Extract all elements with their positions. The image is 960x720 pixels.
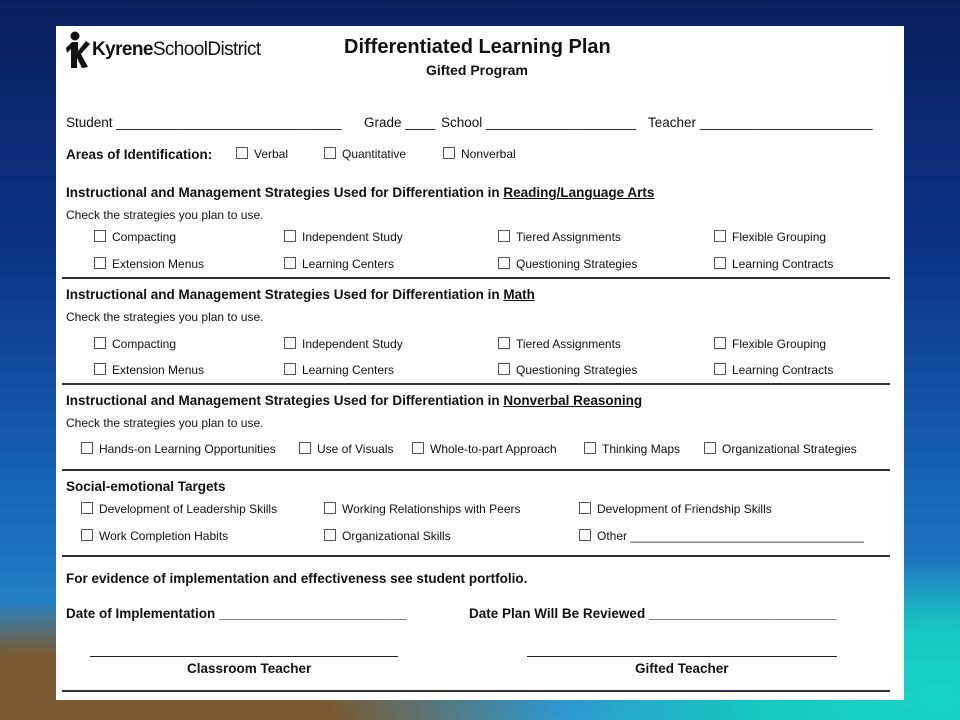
checkbox[interactable] [94, 337, 106, 349]
strategy-option[interactable]: Organizational Strategies [704, 442, 857, 456]
strategy-option[interactable]: Extension Menus [94, 257, 204, 271]
section-divider [62, 277, 890, 279]
classroom-teacher-signature-line[interactable] [90, 656, 398, 657]
checkbox[interactable] [81, 502, 93, 514]
document-subtitle: Gifted Program [426, 62, 528, 78]
school-field[interactable]: School ____________________ [441, 115, 637, 130]
identification-label: Areas of Identification: [66, 147, 213, 162]
checkbox[interactable] [498, 337, 510, 349]
strategy-option[interactable]: Learning Contracts [714, 257, 833, 271]
checkbox[interactable] [81, 442, 93, 454]
checkbox[interactable] [498, 257, 510, 269]
teacher-field[interactable]: Teacher _______________________ [648, 115, 873, 130]
section-instruction: Check the strategies you plan to use. [66, 208, 264, 222]
checkbox[interactable] [324, 147, 336, 159]
section-divider [62, 690, 890, 692]
kyrene-logo [66, 30, 261, 70]
checkbox[interactable] [443, 147, 455, 159]
checkbox[interactable] [284, 337, 296, 349]
checkbox[interactable] [714, 337, 726, 349]
strategy-option[interactable]: Compacting [94, 337, 176, 351]
checkbox[interactable] [284, 363, 296, 375]
checkbox[interactable] [81, 529, 93, 541]
checkbox[interactable] [498, 363, 510, 375]
target-option[interactable]: Development of Leadership Skills [81, 502, 277, 516]
target-option[interactable]: Work Completion Habits [81, 529, 228, 543]
strategy-option[interactable]: Tiered Assignments [498, 337, 621, 351]
strategy-option[interactable]: Thinking Maps [584, 442, 680, 456]
strategy-option[interactable]: Tiered Assignments [498, 230, 621, 244]
checkbox[interactable] [236, 147, 248, 159]
checkbox[interactable] [714, 363, 726, 375]
checkbox[interactable] [579, 529, 591, 541]
logo-wordmark: KyreneSchoolDistrict [92, 39, 261, 60]
date-review-field[interactable]: Date Plan Will Be Reviewed _________________________ [469, 606, 837, 621]
checkbox[interactable] [324, 502, 336, 514]
classroom-teacher-label: Classroom Teacher [187, 661, 312, 676]
strategy-option[interactable]: Questioning Strategies [498, 257, 637, 271]
strategy-option[interactable]: Questioning Strategies [498, 363, 637, 377]
checkbox[interactable] [584, 442, 596, 454]
social-heading: Social-emotional Targets [66, 479, 226, 494]
checkbox[interactable] [498, 230, 510, 242]
strategy-option[interactable]: Whole-to-part Approach [412, 442, 557, 456]
evidence-note: For evidence of implementation and effectiveness see student portfolio. [66, 571, 528, 586]
checkbox[interactable] [324, 529, 336, 541]
strategy-option[interactable]: Learning Contracts [714, 363, 833, 377]
strategy-option[interactable]: Flexible Grouping [714, 230, 826, 244]
gifted-teacher-signature-line[interactable] [527, 656, 837, 657]
section-heading-nonverbal: Instructional and Management Strategies Used for Differentiation in Nonverbal Reasoning [66, 393, 643, 408]
gifted-teacher-label: Gifted Teacher [635, 661, 729, 676]
strategy-option[interactable]: Flexible Grouping [714, 337, 826, 351]
strategy-option[interactable]: Learning Centers [284, 363, 394, 377]
strategy-option[interactable]: Learning Centers [284, 257, 394, 271]
checkbox[interactable] [704, 442, 716, 454]
strategy-option[interactable]: Hands-on Learning Opportunities [81, 442, 276, 456]
learning-plan-document [56, 26, 904, 700]
checkbox[interactable] [94, 363, 106, 375]
section-divider [62, 469, 890, 471]
date-implementation-field[interactable]: Date of Implementation _________________________ [66, 606, 407, 621]
checkbox[interactable] [714, 257, 726, 269]
section-instruction: Check the strategies you plan to use. [66, 416, 264, 430]
section-divider [62, 383, 890, 385]
section-heading-math: Instructional and Management Strategies Used for Differentiation in Math [66, 287, 535, 302]
other-target-field[interactable]: Other ___________________________________ [579, 529, 864, 543]
section-instruction: Check the strategies you plan to use. [66, 310, 264, 324]
identification-option[interactable]: Quantitative [324, 147, 406, 161]
target-option[interactable]: Working Relationships with Peers [324, 502, 521, 516]
grade-field[interactable]: Grade ____ [364, 115, 436, 130]
checkbox[interactable] [412, 442, 424, 454]
checkbox[interactable] [284, 257, 296, 269]
checkbox[interactable] [299, 442, 311, 454]
document-title: Differentiated Learning Plan [344, 36, 611, 58]
strategy-option[interactable]: Independent Study [284, 337, 403, 351]
checkbox[interactable] [714, 230, 726, 242]
strategy-option[interactable]: Compacting [94, 230, 176, 244]
identification-option[interactable]: Verbal [236, 147, 288, 161]
logo-figure-icon [66, 31, 90, 69]
target-option[interactable]: Development of Friendship Skills [579, 502, 772, 516]
checkbox[interactable] [94, 257, 106, 269]
identification-option[interactable]: Nonverbal [443, 147, 516, 161]
target-option[interactable]: Organizational Skills [324, 529, 451, 543]
checkbox[interactable] [579, 502, 591, 514]
strategy-option[interactable]: Extension Menus [94, 363, 204, 377]
section-heading-reading: Instructional and Management Strategies Used for Differentiation in Reading/Language Arts [66, 185, 655, 200]
checkbox[interactable] [94, 230, 106, 242]
strategy-option[interactable]: Independent Study [284, 230, 403, 244]
strategy-option[interactable]: Use of Visuals [299, 442, 393, 456]
checkbox[interactable] [284, 230, 296, 242]
section-divider [62, 555, 890, 557]
student-field[interactable]: Student ______________________________ [66, 115, 342, 130]
